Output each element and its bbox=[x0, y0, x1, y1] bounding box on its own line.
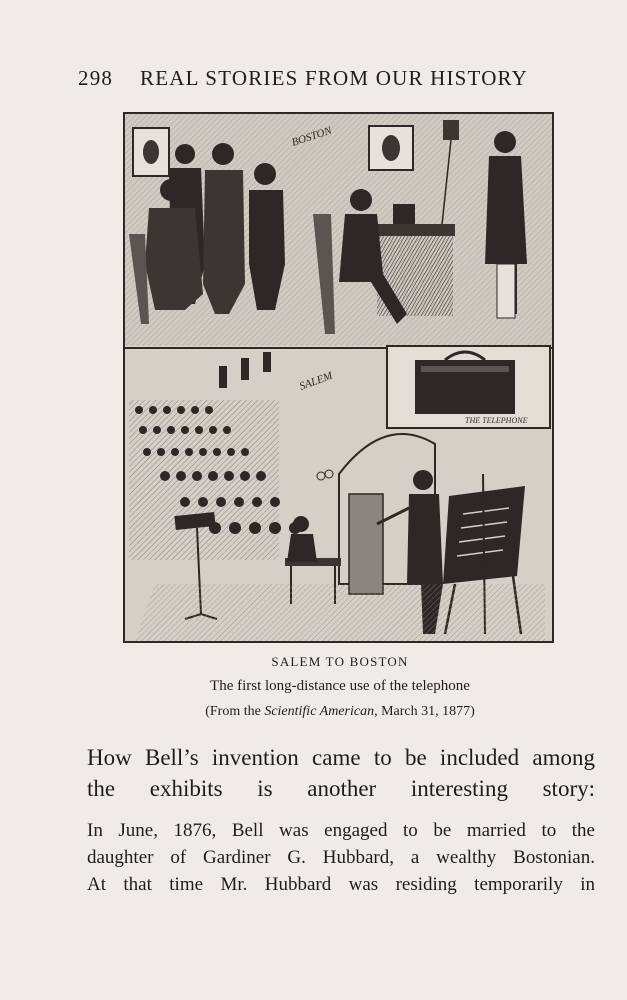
body-paragraph bbox=[87, 817, 595, 898]
caption-subtitle: The first long-distance use of the telephone bbox=[210, 678, 470, 694]
engraving-drawing bbox=[125, 114, 552, 641]
caption-source-publication: Scientific American, bbox=[264, 704, 378, 719]
telephone-inset bbox=[387, 346, 550, 428]
body-line: daughter of Gardiner G. Hubbard, a wealthy Bostonian. bbox=[87, 847, 595, 868]
salem-label: SALEM bbox=[297, 369, 335, 393]
caption-source-prefix: (From the bbox=[205, 704, 265, 719]
body-line: In June, 1876, Bell was engaged to be married to the bbox=[87, 820, 595, 841]
page-number: 298 bbox=[78, 66, 114, 90]
caption-source-suffix: March 31, 1877) bbox=[377, 704, 475, 719]
engraving-illustration bbox=[123, 112, 554, 643]
telephone-label: THE TELEPHONE bbox=[465, 416, 528, 425]
caption-source bbox=[120, 704, 560, 720]
intro-line: How Bell’s invention came to be included among bbox=[87, 745, 595, 770]
intro-paragraph bbox=[87, 742, 595, 804]
caption-title: SALEM TO BOSTON bbox=[271, 654, 409, 669]
boston-label: BOSTON bbox=[290, 124, 334, 149]
body-line: At that time Mr. Hubbard was residing temporarily in bbox=[87, 874, 595, 895]
boston-scene bbox=[125, 114, 552, 346]
page-header bbox=[78, 66, 558, 91]
intro-line: the exhibits is another interesting story: bbox=[87, 776, 595, 801]
running-title: REAL STORIES FROM OUR HISTORY bbox=[140, 66, 528, 90]
hall-door bbox=[349, 494, 383, 594]
